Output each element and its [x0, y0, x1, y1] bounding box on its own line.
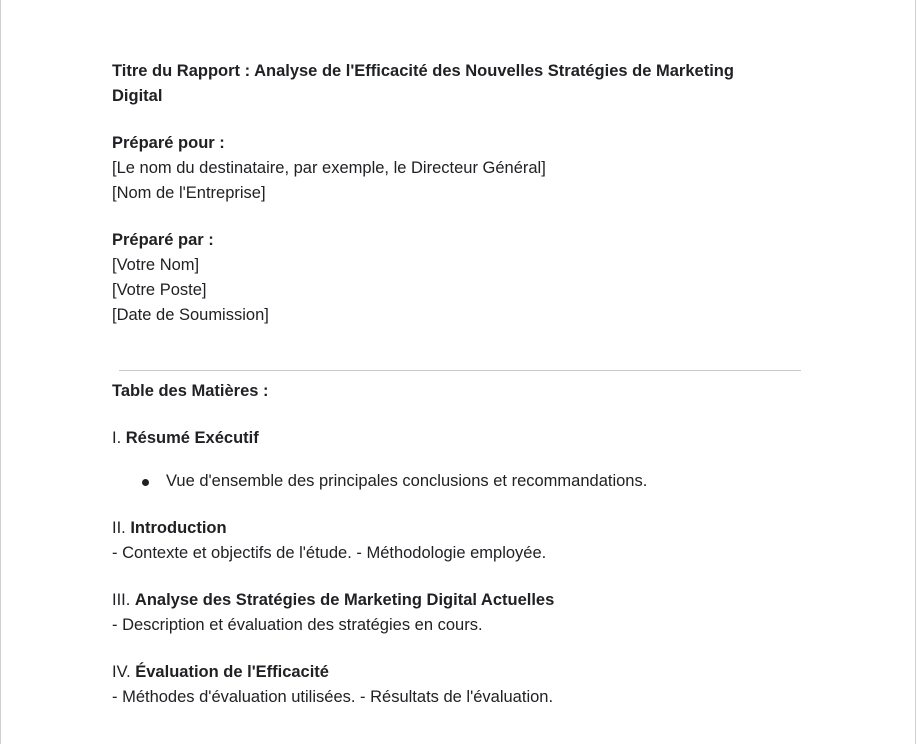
toc-section-2	[112, 516, 832, 566]
toc-section-1	[112, 426, 832, 451]
recipient-name: [Le nom du destinataire, par exemple, le Directeur Général]	[112, 159, 546, 177]
toc-section-1-bullets	[112, 469, 832, 494]
toc-section-1-title: Résumé Exécutif	[125, 429, 259, 447]
report-title-line-1: Titre du Rapport : Analyse de l'Efficacité des Nouvelles Stratégies de Marketing	[112, 62, 734, 80]
prepared-for-label: Préparé pour :	[112, 134, 225, 152]
toc-section-1-bullet-text: Vue d'ensemble des principales conclusions et recommandations.	[166, 472, 648, 490]
bullet-icon	[142, 479, 149, 486]
toc-section-3-title: Analyse des Stratégies de Marketing Digital Actuelles	[134, 591, 555, 609]
author-name: [Votre Nom]	[112, 256, 200, 274]
table-of-contents	[112, 379, 832, 732]
horizontal-rule	[119, 370, 801, 371]
toc-section-2-detail: - Contexte et objectifs de l'étude. - Méthodologie employée.	[112, 544, 547, 562]
prepared-by-label: Préparé par :	[112, 231, 214, 249]
prepared-by-block	[112, 228, 812, 328]
toc-section-4	[112, 660, 832, 710]
toc-section-2-title: Introduction	[130, 519, 227, 537]
company-name: [Nom de l'Entreprise]	[112, 184, 266, 202]
toc-section-4-title: Évaluation de l'Efficacité	[135, 663, 329, 681]
toc-section-3-numeral: III.	[112, 591, 135, 609]
report-title	[112, 59, 812, 109]
toc-section-3	[112, 588, 832, 638]
list-item	[142, 469, 832, 494]
toc-section-4-detail: - Méthodes d'évaluation utilisées. - Résultats de l'évaluation.	[112, 688, 554, 706]
toc-heading: Table des Matières :	[112, 382, 269, 400]
report-header	[112, 59, 812, 328]
toc-section-2-numeral: II.	[112, 519, 131, 537]
submission-date: [Date de Soumission]	[112, 306, 269, 324]
author-position: [Votre Poste]	[112, 281, 207, 299]
toc-section-1-numeral: I.	[112, 429, 126, 447]
toc-section-4-numeral: IV.	[112, 663, 136, 681]
prepared-for-block	[112, 131, 812, 206]
report-title-line-2: Digital	[112, 87, 163, 105]
toc-section-3-detail: - Description et évaluation des stratégies en cours.	[112, 616, 483, 634]
